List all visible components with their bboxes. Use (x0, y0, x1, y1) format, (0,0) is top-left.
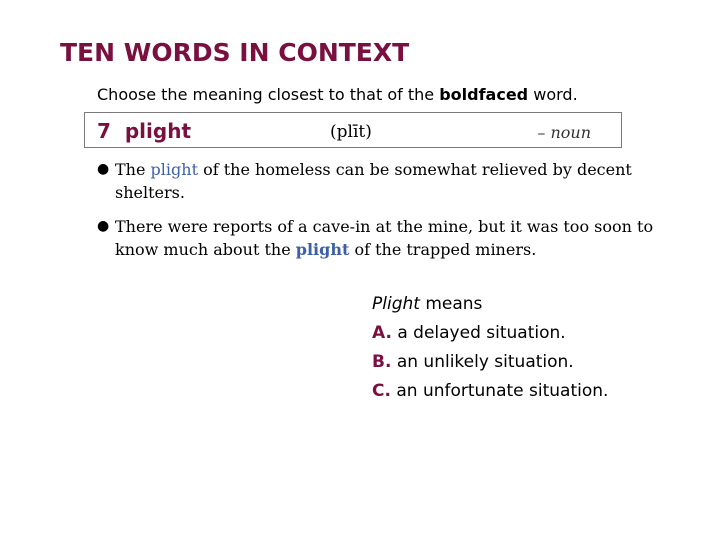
page-title: TEN WORDS IN CONTEXT (60, 38, 410, 67)
option-letter: C. (372, 381, 391, 401)
instruction-before: Choose the meaning closest to that of the (97, 85, 435, 104)
option-a[interactable] (372, 319, 608, 348)
pronunciation: (plīt) (330, 122, 372, 142)
sentence-after: of the trapped miners. (354, 240, 537, 259)
example-sentences (97, 158, 657, 272)
word-entry-box (84, 112, 622, 148)
option-text: a delayed situation. (397, 323, 566, 343)
sentence-highlight-word: plight (295, 240, 350, 259)
instruction-after: word. (533, 85, 578, 104)
entry-word (97, 119, 191, 143)
option-c[interactable] (372, 377, 608, 406)
instruction-bold-word: boldfaced (439, 85, 529, 104)
bullet-icon: ● (97, 218, 110, 234)
question-lead-word: Plight (372, 294, 420, 314)
entry-word-text: plight (124, 119, 192, 143)
option-b[interactable] (372, 348, 608, 377)
option-text: an unlikely situation. (396, 352, 574, 372)
option-text: an unfortunate situation. (396, 381, 609, 401)
sentence-highlight-word: plight (150, 160, 198, 179)
instruction-text (97, 85, 578, 104)
question-lead (372, 290, 608, 319)
sentence-after: of the homeless can be somewhat relieved by decent shelters. (115, 160, 632, 202)
example-sentence-2 (97, 215, 657, 261)
part-of-speech: – noun (537, 123, 591, 142)
sentence-before: There were reports of a cave-in at the mine, but it was too soon to know much about the (115, 217, 654, 259)
option-letter: A. (372, 323, 392, 343)
example-sentence-1 (97, 158, 657, 204)
option-letter: B. (372, 352, 392, 372)
bullet-icon: ● (97, 161, 110, 177)
entry-number: 7 (97, 119, 111, 143)
sentence-before: The (115, 160, 146, 179)
question-lead-rest: means (425, 294, 483, 314)
question-block (372, 290, 608, 406)
